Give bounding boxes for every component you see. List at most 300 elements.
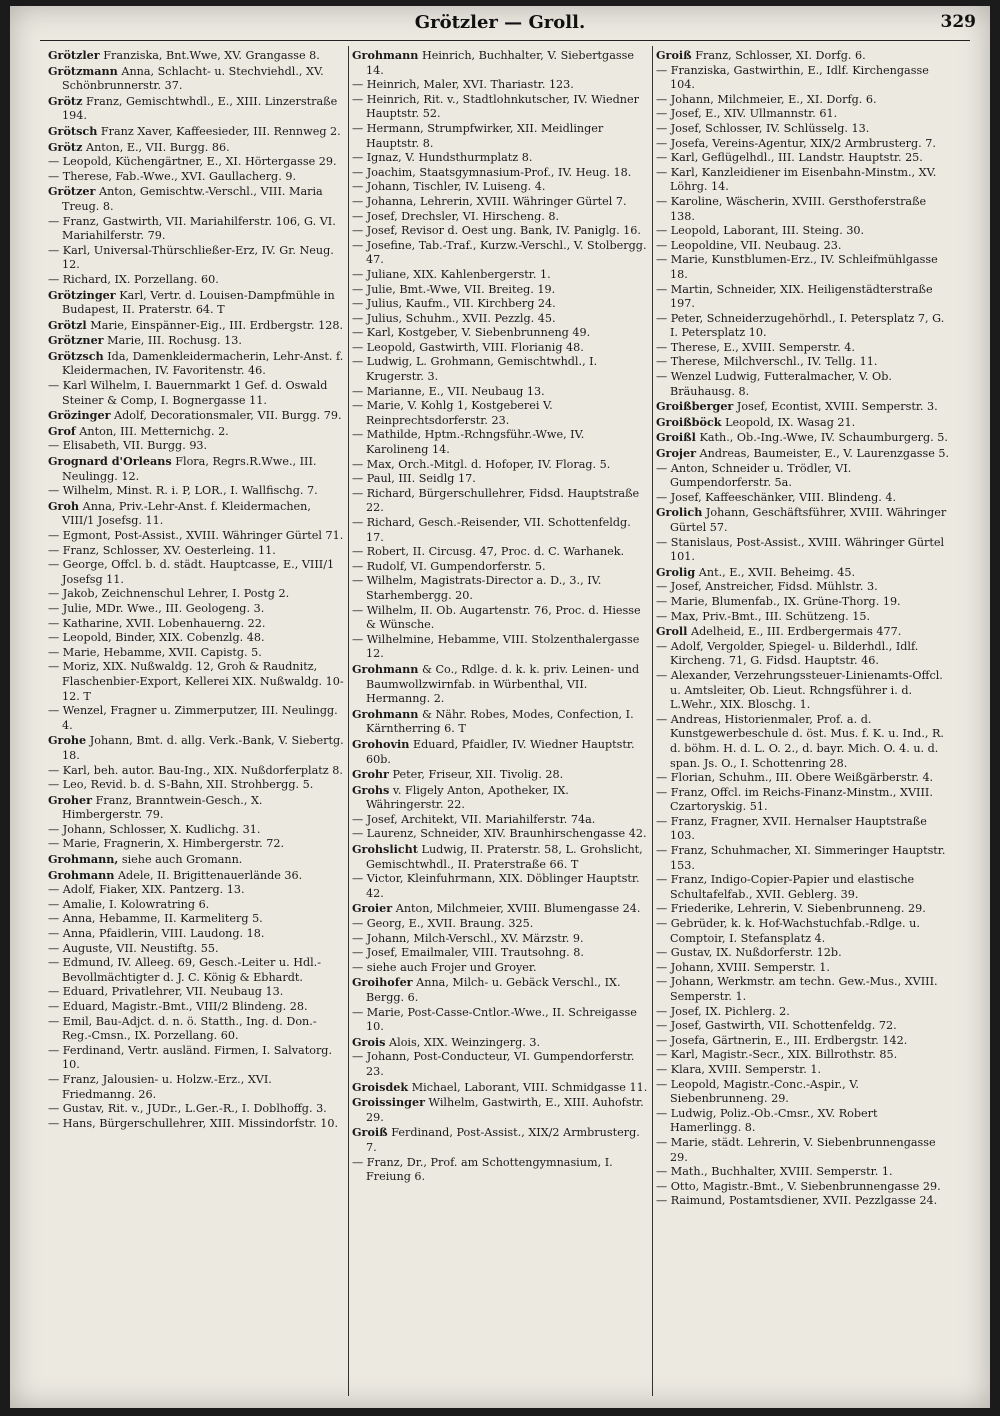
entry-details: Ant., E., XVII. Beheimg. 45.	[698, 565, 855, 579]
entry-details: siehe auch Gromann.	[121, 853, 243, 867]
directory-entry	[352, 574, 649, 603]
entry-surname: Groll	[656, 624, 688, 639]
entry-details: — Karl Wilhelm, I. Bauernmarkt 1 Gef. d. Oswald Steiner & Comp, I. Bognergasse 11.	[48, 379, 328, 407]
entry-details: — Josef, Kaffeeschänker, VIII. Blindeng. 4.	[656, 490, 897, 504]
entry-details: — Gustav, IX. Nußdorferstr. 12b.	[656, 946, 842, 960]
entry-details: — Josefine, Tab.-Traf., Kurzw.-Verschl., V. Stolbergg. 47.	[352, 238, 647, 267]
directory-entry	[656, 446, 952, 462]
entry-details: — Karl, Geflügelhdl., III. Landstr. Hauptstr. 25.	[656, 151, 923, 165]
directory-entry	[352, 297, 649, 312]
entry-details: — Ludwig, Poliz.-Ob.-Cmsr., XV. Robert Hamerlingg. 8.	[656, 1106, 878, 1135]
directory-entry	[352, 385, 649, 400]
directory-entry	[656, 873, 952, 902]
directory-entry	[352, 210, 649, 225]
directory-entry	[656, 815, 952, 844]
entry-details: — Karl, Universal-Thürschließer-Erz, IV. Gr. Neug. 12.	[48, 243, 334, 272]
directory-entry	[656, 946, 952, 961]
entry-details: — Johann, Schlosser, X. Kudlichg. 31.	[48, 822, 261, 836]
directory-entry	[48, 1000, 344, 1015]
column-divider	[348, 46, 349, 1396]
directory-entry	[656, 1063, 952, 1078]
entry-surname: Grognard d'Orleans	[48, 454, 172, 469]
directory-entry	[48, 170, 344, 185]
entry-details: — Josef, IX. Pichlerg. 2.	[656, 1004, 790, 1018]
directory-entry	[352, 428, 649, 457]
directory-entry	[48, 942, 344, 957]
entry-details: — Richard, Gesch.-Reisender, VII. Schottenfeldg. 17.	[352, 516, 631, 544]
entry-details: & Nähr. Robes, Modes, Confection, I. Kärntherring 6. T	[366, 707, 634, 736]
entry-details: — Josef, Schlosser, IV. Schlüsselg. 13.	[656, 121, 870, 135]
directory-entry	[352, 961, 649, 976]
directory-entry	[48, 898, 344, 913]
entry-surname: Grötz	[48, 139, 83, 154]
directory-entry	[48, 837, 344, 852]
entry-details: — Johann, Tischler, IV. Luiseng. 4.	[352, 180, 546, 194]
entry-details: — Math., Buchhalter, XVIII. Semperstr. 1.	[656, 1165, 893, 1179]
entry-details: Josef, Econtist, XVIII. Semperstr. 3.	[736, 400, 938, 414]
directory-entry	[352, 545, 649, 560]
directory-entry	[352, 946, 649, 961]
entry-details: Peter, Friseur, XII. Tivolig. 28.	[392, 768, 564, 782]
directory-entry	[48, 349, 344, 379]
directory-entry	[352, 224, 649, 239]
directory-entry	[656, 975, 952, 1004]
directory-entry	[48, 764, 344, 779]
directory-entry	[48, 155, 344, 170]
directory-entry	[656, 1078, 952, 1107]
entry-surname: Grohe	[48, 733, 87, 748]
entry-details: Anton, Gemischtw.-Verschl., VIII. Maria Treug. 8.	[62, 185, 323, 213]
entry-details: — Raimund, Postamtsdiener, XVII. Pezzlgasse 24.	[656, 1194, 938, 1208]
directory-entry	[656, 341, 952, 356]
directory-entry	[352, 707, 649, 737]
directory-page	[10, 6, 990, 1408]
entry-details: Andreas, Baumeister, E., V. Laurenzgasse 5.	[699, 447, 950, 461]
directory-entry	[48, 631, 344, 646]
entry-details: — Adolf, Fiaker, XIX. Pantzerg. 13.	[48, 883, 245, 897]
entry-details: — Therese, Milchverschl., IV. Tellg. 11.	[656, 355, 878, 369]
entry-surname: Groiß	[352, 1125, 388, 1140]
directory-entry	[352, 1095, 649, 1125]
entry-details: — Marie, Post-Casse-Cntlor.-Wwe., II. Schreigasse 10.	[352, 1005, 637, 1034]
entry-details: — Leopold, Magistr.-Conc.-Aspir., V. Siebenbrunneng. 29.	[656, 1077, 859, 1106]
entry-details: — Marie, Fragnerin, X. Himbergerstr. 72.	[48, 837, 285, 851]
directory-entry	[656, 370, 952, 399]
entry-details: — Marie, Kunstblumen-Erz., IV. Schleifmühlgasse 18.	[656, 253, 938, 281]
directory-entry	[656, 1005, 952, 1020]
directory-entry	[656, 624, 952, 640]
entry-details: — Leopold, Gastwirth, VIII. Florianig 48.	[352, 340, 584, 354]
entry-details: — Franz, Indigo-Copier-Papier und elastische Schultafelfab., XVII. Geblerg. 39.	[656, 873, 915, 901]
directory-entry	[656, 48, 952, 64]
entry-surname: Grötzinger	[48, 287, 116, 302]
entry-details: Adele, II. Brigittenauerlände 36.	[117, 868, 303, 882]
entry-details: — Anna, Pfaidlerin, VIII. Laudong. 18.	[48, 927, 265, 941]
directory-entry	[352, 78, 649, 93]
entry-surname: Grohmann,	[48, 852, 119, 867]
directory-entry	[352, 458, 649, 473]
entry-details: Adelheid, E., III. Erdbergermais 477.	[690, 625, 902, 639]
directory-entry	[656, 195, 952, 224]
entry-surname: Grötzner	[48, 333, 104, 348]
entry-details: — Franziska, Gastwirthin, E., Idlf. Kirchengasse 104.	[656, 63, 929, 92]
entry-details: — Otto, Magistr.-Bmt., V. Siebenbrunnengasse 29.	[656, 1179, 941, 1193]
entry-details: — Edmund, IV. Alleeg. 69, Gesch.-Leiter u. Hdl.-Bevollmächtigter d. J. C. König & Ebhardt.	[48, 956, 322, 984]
directory-entry	[48, 288, 344, 318]
entry-surname: Grof	[48, 423, 76, 438]
entry-details: — Joachim, Staatsgymnasium-Prof., IV. Heug. 18.	[352, 165, 632, 179]
entry-details: — Katharine, XVII. Lobenhauerng. 22.	[48, 616, 266, 630]
page-header-title: Grötzler — Groll.	[414, 12, 586, 33]
directory-entry	[656, 399, 952, 415]
entry-details: — Paul, III. Seidlg 17.	[352, 472, 476, 486]
entry-details: — Franz, Fragner, XVII. Hernalser Hauptstraße 103.	[656, 814, 927, 843]
directory-entry	[352, 560, 649, 575]
directory-entry	[656, 786, 952, 815]
entry-details: — Ignaz, V. Hundsthurmplatz 8.	[352, 151, 533, 165]
entry-details: Karl, Vertr. d. Louisen-Dampfmühle in Budapest, II. Praterstr. 64. T	[62, 288, 335, 317]
entry-details: — Anton, Schneider u. Trödler, VI. Gumpendorferstr. 5a.	[656, 461, 852, 490]
entry-details: — Johann, XVIII. Semperstr. 1.	[656, 960, 830, 974]
directory-entry	[352, 326, 649, 341]
directory-entry	[352, 917, 649, 932]
directory-entry	[656, 844, 952, 873]
directory-entry	[352, 180, 649, 195]
entry-details: Anton, E., VII. Burgg. 86.	[86, 140, 230, 154]
directory-entry	[48, 602, 344, 617]
directory-entry	[352, 48, 649, 78]
directory-entry	[352, 268, 649, 283]
directory-entry	[48, 64, 344, 94]
entry-details: — Franz, Dr., Prof. am Schottengymnasium, I. Freiung 6.	[352, 1155, 613, 1184]
directory-entry	[48, 244, 344, 273]
entry-details: — Andreas, Historienmaler, Prof. a. d. Kunstgewerbeschule d. öst. Mus. f. K. u. Ind., R. d. böhm. H. d. L. O. 2., d. bayr. Mich. O. 4. u. d. span. Js. O., I. Schottenring 28.	[656, 712, 944, 770]
directory-entry	[656, 107, 952, 122]
entry-details: — Marie, V. Kohlg 1, Kostgeberei V. Reinprechtsdorferstr. 23.	[352, 399, 553, 427]
directory-entry	[656, 122, 952, 137]
directory-entry	[352, 932, 649, 947]
directory-entry	[352, 975, 649, 1005]
entry-details: Franz, Branntwein-Gesch., X. Himbergerstr. 79.	[62, 793, 263, 822]
entry-details: — Richard, IX. Porzellang. 60.	[48, 272, 219, 286]
entry-details: — Heinrich, Maler, XVI. Thariastr. 123.	[352, 78, 574, 92]
directory-entry	[352, 472, 649, 487]
directory-entry	[656, 224, 952, 239]
entry-surname: Grois	[352, 1034, 386, 1049]
entry-surname: Groißberger	[656, 399, 734, 414]
entry-details: Wilhelm, Gastwirth, E., XIII. Auhofstr. 29.	[366, 1096, 644, 1124]
entry-details: Marie, III. Rochusg. 13.	[107, 334, 242, 348]
directory-entry	[48, 660, 344, 704]
directory-entry	[48, 544, 344, 559]
entry-details: — Josef, Gastwirth, VII. Schottenfeldg. 72.	[656, 1019, 897, 1033]
entry-details: Ferdinand, Post-Assist., XIX/2 Armbrusterg. 7.	[366, 1126, 640, 1154]
directory-entry	[352, 487, 649, 516]
entry-details: — Ludwig, L. Grohmann, Gemischtwhdl., I. Krugerstr. 3.	[352, 355, 598, 384]
directory-entry	[48, 704, 344, 733]
entry-surname: Grözinger	[48, 408, 111, 423]
directory-entry	[656, 902, 952, 917]
entry-details: — Hans, Bürgerschullehrer, XIII. Missindorfstr. 10.	[48, 1116, 339, 1130]
entry-details: Eduard, Pfaidler, IV. Wiedner Hauptstr. 60b.	[366, 737, 635, 766]
entry-details: Leopold, IX. Wasag 21.	[725, 415, 856, 429]
entry-details: — Wilhelm, Magistrats-Director a. D., 3., IV. Starhembergg. 20.	[352, 574, 602, 602]
directory-entry	[48, 484, 344, 499]
directory-entry	[656, 1194, 952, 1209]
directory-entry	[352, 312, 649, 327]
directory-entry	[48, 1117, 344, 1132]
header-rule	[40, 40, 970, 41]
entry-details: — Klara, XVIII. Semperstr. 1.	[656, 1062, 822, 1076]
directory-entry	[48, 646, 344, 661]
directory-entry	[656, 580, 952, 595]
entry-details: — Karoline, Wäscherin, XVIII. Gersthoferstraße 138.	[656, 194, 927, 223]
directory-entry	[48, 424, 344, 440]
entry-details: — Max, Priv.-Bmt., III. Schützeng. 15.	[656, 609, 871, 623]
entry-surname: Grötzl	[48, 317, 87, 332]
directory-entry	[48, 1102, 344, 1117]
directory-entry	[656, 430, 952, 446]
entry-details: — Eduard, Privatlehrer, VII. Neubaug 13.	[48, 985, 284, 999]
directory-entry	[656, 961, 952, 976]
entry-details: Ludwig, II. Praterstr. 58, L. Grohslicht, Gemischtwhdl., II. Praterstraße 66. T	[366, 843, 643, 871]
entry-details: — Laurenz, Schneider, XIV. Braunhirschengasse 42.	[352, 827, 647, 841]
entry-details: Heinrich, Buchhalter, V. Siebertgasse 14.	[366, 49, 634, 77]
directory-entry	[656, 239, 952, 254]
entry-details: — Emil, Bau-Adjct. d. n. ö. Statth., Ing. d. Don.-Reg.-Cmsn., IX. Porzellang. 60.	[48, 1014, 317, 1043]
directory-entry	[48, 1015, 344, 1044]
entry-details: — Eduard, Magistr.-Bmt., VIII/2 Blindeng. 28.	[48, 1000, 308, 1013]
entry-details: — Peter, Schneiderzugehörhdl., I. Petersplatz 7, G. I. Petersplatz 10.	[656, 311, 945, 340]
entry-surname: Grojer	[656, 446, 696, 461]
directory-entry	[48, 499, 344, 529]
entry-surname: Groißböck	[656, 414, 722, 429]
entry-surname: Groiß	[656, 48, 692, 62]
entry-details: — Leopold, Küchengärtner, E., XI. Hörtergasse 29.	[48, 155, 337, 169]
entry-surname: Grohr	[352, 767, 389, 782]
directory-entry	[48, 215, 344, 244]
directory-entry	[656, 1048, 952, 1063]
entry-surname: Grolich	[656, 505, 703, 520]
entry-surname: Grohmann	[352, 706, 419, 721]
entry-details: — Jakob, Zeichnenschul Lehrer, I. Postg 2.	[48, 587, 290, 601]
entry-details: Franz, Gemischtwhdl., E., XIII. Linzerstraße 194.	[62, 94, 338, 123]
entry-details: — Marie, städt. Lehrerin, V. Siebenbrunnengasse 29.	[656, 1135, 936, 1164]
directory-entry	[656, 713, 952, 771]
entry-details: Ida, Damenkleidermacherin, Lehr-Anst. f. Kleidermachen, IV. Favoritenstr. 46.	[62, 349, 344, 378]
column-3	[656, 48, 952, 1398]
entry-details: Anna, Priv.-Lehr-Anst. f. Kleidermachen, VIII/1 Josefsg. 11.	[62, 499, 311, 528]
entry-details: — Friederike, Lehrerin, V. Siebenbrunneng. 29.	[656, 902, 926, 916]
entry-surname: Groißl	[656, 430, 696, 445]
directory-entry	[352, 842, 649, 872]
directory-entry	[352, 813, 649, 828]
directory-entry	[352, 662, 649, 707]
directory-entry	[48, 883, 344, 898]
directory-entry	[352, 827, 649, 842]
directory-entry	[48, 140, 344, 156]
directory-entry	[48, 852, 344, 868]
entry-surname: Grohs	[352, 782, 390, 797]
directory-entry	[656, 1034, 952, 1049]
directory-entry	[352, 1156, 649, 1185]
directory-entry	[352, 1125, 649, 1155]
entry-details: — Franz, Gastwirth, VII. Mariahilferstr. 106, G. VI. Mariahilferstr. 79.	[48, 214, 336, 243]
entry-surname: Grohovin	[352, 736, 410, 751]
entry-details: — Adolf, Vergolder, Spiegel- u. Bilderhdl., Idlf. Kircheng. 71, G. Fidsd. Hauptstr. 46.	[656, 639, 919, 668]
entry-details: — Elisabeth, VII. Burgg. 93.	[48, 439, 208, 453]
directory-entry	[352, 151, 649, 166]
entry-details: — Franz, Schlosser, XV. Oesterleing. 11.	[48, 543, 276, 557]
entry-details: — Marie, Hebamme, XVII. Capistg. 5.	[48, 645, 262, 659]
directory-entry	[48, 1044, 344, 1073]
directory-entry	[352, 767, 649, 783]
entry-details: Adolf, Decorationsmaler, VII. Burgg. 79.	[114, 409, 342, 423]
column-1	[48, 48, 344, 1398]
directory-entry	[48, 1073, 344, 1102]
directory-entry	[656, 166, 952, 195]
directory-entry	[48, 333, 344, 349]
entry-surname: Grötzer	[48, 184, 96, 199]
directory-entry	[48, 558, 344, 587]
directory-entry	[656, 64, 952, 93]
entry-details: — Martin, Schneider, XIX. Heiligenstädterstraße 197.	[656, 282, 933, 311]
directory-entry	[48, 529, 344, 544]
entry-details: — Julius, Schuhm., XVII. Pezzlg. 45.	[352, 311, 556, 325]
directory-entry	[48, 778, 344, 793]
directory-entry	[48, 439, 344, 454]
directory-entry	[656, 137, 952, 152]
directory-entry	[352, 872, 649, 901]
directory-entry	[48, 408, 344, 424]
directory-entry	[656, 1019, 952, 1034]
entry-surname: Grohmann	[48, 867, 115, 882]
entry-surname: Groier	[352, 901, 393, 916]
entry-details: — Johann, Werkmstr. am techn. Gew.-Mus., XVIII. Semperstr. 1.	[656, 975, 938, 1003]
entry-details: — Josef, Drechsler, VI. Hirscheng. 8.	[352, 209, 560, 223]
directory-entry	[656, 640, 952, 669]
entry-details: — Julius, Kaufm., VII. Kirchberg 24.	[352, 297, 556, 311]
entry-details: — Leopold, Laborant, III. Steing. 30.	[656, 224, 865, 238]
entry-surname: Grohmann	[352, 661, 419, 676]
entry-details: — Franz, Offcl. im Reichs-Finanz-Minstm., XVIII. Czartoryskig. 51.	[656, 785, 933, 814]
directory-entry	[48, 379, 344, 408]
entry-details: — Leopold, Binder, XIX. Cobenzlg. 48.	[48, 631, 265, 645]
entry-details: Marie, Einspänner-Eig., III. Erdbergstr. 128.	[90, 318, 344, 332]
entry-details: — Josef, Architekt, VII. Mariahilferstr. 74a.	[352, 812, 596, 826]
entry-details: — Josefa, Gärtnerin, E., III. Erdbergstr. 142.	[656, 1033, 908, 1047]
directory-entry	[352, 901, 649, 917]
directory-entry	[48, 318, 344, 334]
entry-details: — Karl, Magistr.-Secr., XIX. Billrothstr. 85.	[656, 1048, 898, 1062]
entry-details: — Heinrich, Rit. v., Stadtlohnkutscher, IV. Wiedner Hauptstr. 52.	[352, 92, 639, 121]
directory-entry	[352, 399, 649, 428]
entry-surname: Grohslicht	[352, 842, 418, 857]
directory-entry	[48, 184, 344, 214]
entry-surname: Groissinger	[352, 1095, 425, 1110]
entry-details: Kath., Ob.-Ing.-Wwe, IV. Schaumburgerg. 5.	[699, 431, 948, 445]
entry-details: — Julie, Bmt.-Wwe, VII. Breiteg. 19.	[352, 282, 556, 296]
directory-entry	[352, 516, 649, 545]
entry-details: — Karl, Kanzleidiener im Eisenbahn-Minstm., XV. Löhrg. 14.	[656, 165, 937, 194]
directory-entry	[352, 737, 649, 767]
directory-entry	[352, 93, 649, 122]
entry-details: — Josef, Anstreicher, Fidsd. Mühlstr. 3.	[656, 580, 878, 594]
directory-entry	[352, 341, 649, 356]
directory-entry	[352, 1006, 649, 1035]
directory-entry	[656, 565, 952, 581]
directory-entry	[656, 771, 952, 786]
page-number: 329	[940, 12, 976, 32]
column-divider	[652, 46, 653, 1396]
directory-entry	[656, 1107, 952, 1136]
directory-entry	[352, 604, 649, 633]
entry-details: — Wilhelm, Minst. R. i. P, LOR., I. Wallfischg. 7.	[48, 484, 318, 498]
entry-details: Anton, Milchmeier, XVIII. Blumengasse 24.	[395, 902, 641, 916]
directory-entry	[352, 1050, 649, 1079]
entry-details: Anna, Milch- u. Gebäck Verschl., IX. Bergg. 6.	[366, 976, 621, 1004]
entry-details: — Therese, E., XVIII. Semperstr. 4.	[656, 340, 855, 354]
entry-details: — Alexander, Verzehrungssteuer-Linienamts-Offcl. u. Amtsleiter, Ob. Lieut. Rchngsführer i. d. L.Wehr., XIX. Bloschg. 1.	[656, 668, 943, 712]
entry-details: — Egmont, Post-Assist., XVIII. Währinger Gürtel 71.	[48, 529, 344, 542]
entry-details: — Auguste, VII. Neustiftg. 55.	[48, 941, 219, 955]
entry-surname: Grötzmann	[48, 63, 118, 78]
directory-entry	[48, 617, 344, 632]
directory-entry	[656, 536, 952, 565]
entry-details: — Marianne, E., VII. Neubaug 13.	[352, 384, 545, 398]
entry-details: — Anna, Hebamme, II. Karmeliterg 5.	[48, 912, 263, 926]
entry-details: — siehe auch Frojer und Groyer.	[352, 960, 537, 974]
entry-details: — Florian, Schuhm., III. Obere Weißgärberstr. 4.	[656, 771, 934, 785]
directory-entry	[48, 823, 344, 838]
directory-entry	[352, 166, 649, 181]
directory-entry	[656, 93, 952, 108]
directory-entry	[656, 283, 952, 312]
entry-details: — Gebrüder, k. k. Hof-Wachstuchfab.-Rdlge. u. Comptoir, I. Stefansplatz 4.	[656, 917, 920, 945]
entry-details: — Hermann, Strumpfwirker, XII. Meidlinger Hauptstr. 8.	[352, 121, 604, 150]
entry-details: — Josef, Emailmaler, VIII. Trautsohng. 8.	[352, 946, 584, 960]
entry-details: — Johanna, Lehrerin, XVIII. Währinger Gürtel 7.	[352, 194, 627, 208]
entry-surname: Grötzsch	[48, 348, 104, 363]
directory-entry	[656, 253, 952, 282]
directory-entry	[352, 355, 649, 384]
entry-details: — Franz, Schuhmacher, XI. Simmeringer Hauptstr. 153.	[656, 844, 946, 872]
entry-details: Anton, III. Metternichg. 2.	[79, 424, 229, 438]
directory-entry	[48, 124, 344, 140]
entry-details: — Richard, Bürgerschullehrer, Fidsd. Hauptstraße 22.	[352, 486, 640, 515]
directory-entry	[352, 283, 649, 298]
directory-entry	[48, 48, 344, 64]
entry-surname: Grötz	[48, 93, 83, 108]
directory-entry	[656, 1180, 952, 1195]
entry-details: & Co., Rdlge. d. k. k. priv. Leinen- und Baumwollzwirnfab. in Würbenthal, VII. Hermanng. 2.	[366, 662, 640, 706]
directory-entry	[352, 122, 649, 151]
entry-details: — Robert, II. Circusg. 47, Proc. d. C. Warhanek.	[352, 545, 625, 559]
directory-entry	[48, 793, 344, 823]
entry-details: — Marie, Blumenfab., IX. Grüne-Thorg. 19.	[656, 594, 901, 608]
directory-entry	[656, 415, 952, 431]
directory-entry	[656, 1165, 952, 1180]
entry-details: Anna, Schlacht- u. Stechviehdl., XV. Schönbrunnerstr. 37.	[62, 64, 324, 93]
entry-details: — Leo, Revid. b. d. S-Bahn, XII. Strohbergg. 5.	[48, 778, 314, 792]
entry-surname: Groh	[48, 498, 80, 513]
directory-entry	[48, 273, 344, 288]
entry-details: Johann, Geschäftsführer, XVIII. Währinger Gürtel 57.	[670, 506, 947, 534]
entry-details: — Johann, Milch-Verschl., XV. Märzstr. 9.	[352, 931, 584, 945]
directory-entry	[48, 733, 344, 763]
entry-details: — Karl, Kostgeber, V. Siebenbrunneng 49.	[352, 326, 591, 340]
directory-entry	[48, 912, 344, 927]
